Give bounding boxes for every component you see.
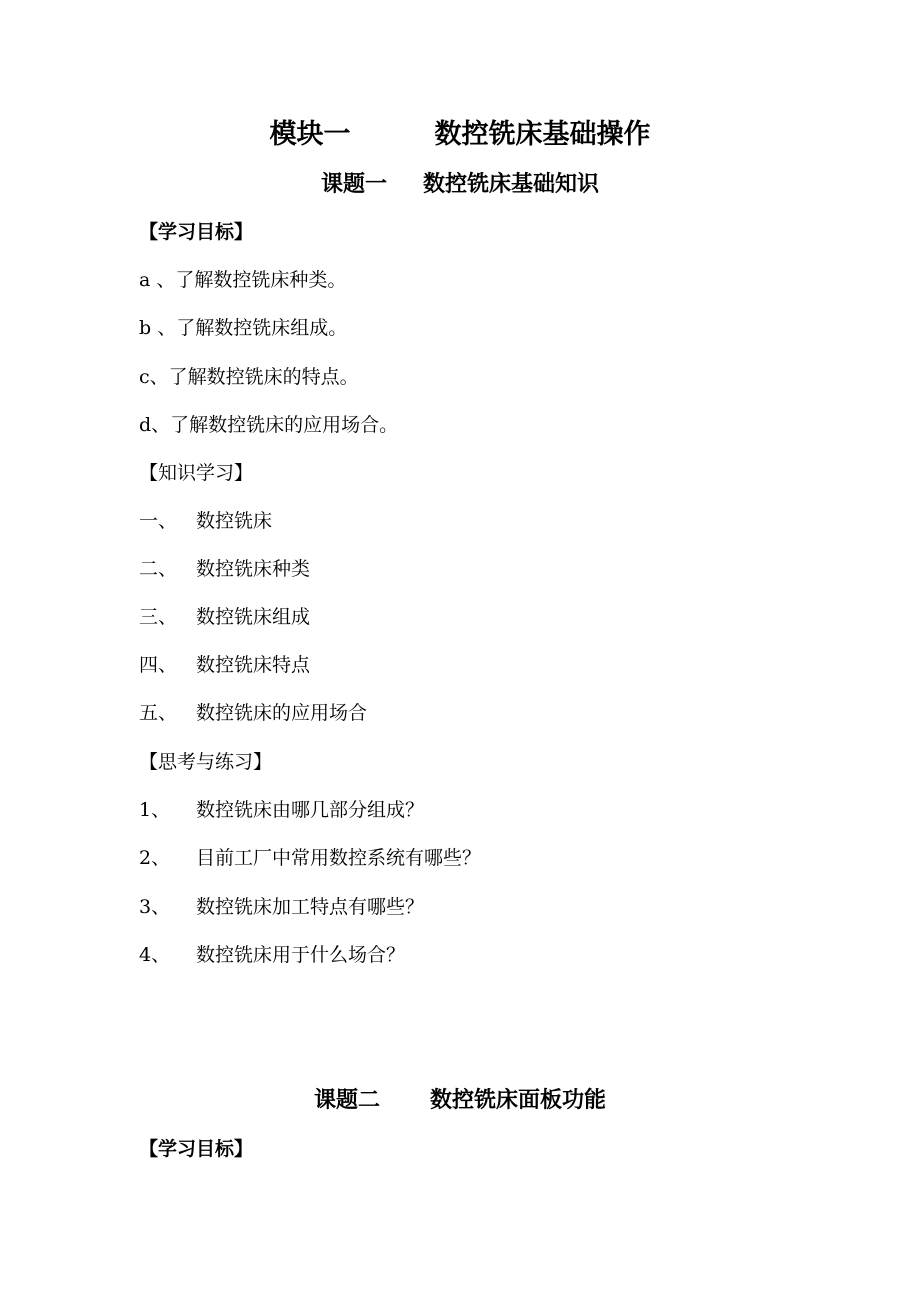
knowledge-text: 数控铣床特点: [196, 654, 311, 676]
knowledge-number: 二、: [139, 558, 178, 580]
knowledge-number: 三、: [139, 606, 178, 628]
knowledge-item: [139, 555, 310, 583]
topic2-prefix: 课题二: [313, 1087, 380, 1113]
knowledge-text: 数控铣床的应用场合: [196, 702, 368, 724]
module-prefix: 模块一: [269, 119, 351, 150]
topic2-name: 数控铣床面板功能: [430, 1087, 607, 1113]
module-name: 数控铣床基础操作: [434, 119, 651, 150]
exercise-item: [139, 941, 405, 969]
topic2-goals-heading: 【学习目标】: [139, 1138, 254, 1160]
knowledge-item: [139, 507, 272, 535]
topic1-name: 数控铣床基础知识: [423, 171, 600, 197]
knowledge-heading: 【知识学习】: [139, 462, 254, 484]
goal-item: a 、了解数控铣床种类。: [139, 269, 347, 291]
exercise-number: 4、: [139, 944, 171, 966]
topic1-prefix: 课题一: [320, 171, 387, 197]
knowledge-item: [139, 603, 310, 631]
exercise-heading: 【思考与练习】: [139, 751, 273, 773]
exercise-text: 数控铣床由哪几部分组成？: [196, 799, 425, 821]
topic2-title: [0, 1084, 920, 1116]
knowledge-text: 数控铣床种类: [196, 558, 311, 580]
exercise-number: 3、: [139, 896, 171, 918]
exercise-text: 数控铣床用于什么场合？: [196, 944, 406, 966]
exercise-item: [139, 844, 481, 872]
exercise-item: [139, 893, 424, 921]
knowledge-number: 一、: [139, 510, 178, 532]
topic1-goals-heading: 【学习目标】: [139, 221, 254, 243]
knowledge-item: [139, 651, 310, 679]
goal-item: b 、了解数控铣床组成。: [139, 317, 348, 339]
knowledge-item: [139, 699, 367, 727]
exercise-text: 数控铣床加工特点有哪些？: [196, 896, 425, 918]
topic1-title: [0, 168, 920, 200]
goal-item: d、了解数控铣床的应用场合。: [139, 414, 399, 436]
exercise-number: 1、: [139, 799, 171, 821]
knowledge-text: 数控铣床组成: [196, 606, 311, 628]
exercise-item: [139, 796, 424, 824]
exercise-text: 目前工厂中常用数控系统有哪些？: [196, 847, 482, 869]
goal-item: c、了解数控铣床的特点。: [139, 366, 359, 388]
knowledge-number: 四、: [139, 654, 178, 676]
knowledge-number: 五、: [139, 702, 178, 724]
knowledge-text: 数控铣床: [196, 510, 273, 532]
exercise-number: 2、: [139, 847, 171, 869]
module-title: [0, 116, 920, 154]
